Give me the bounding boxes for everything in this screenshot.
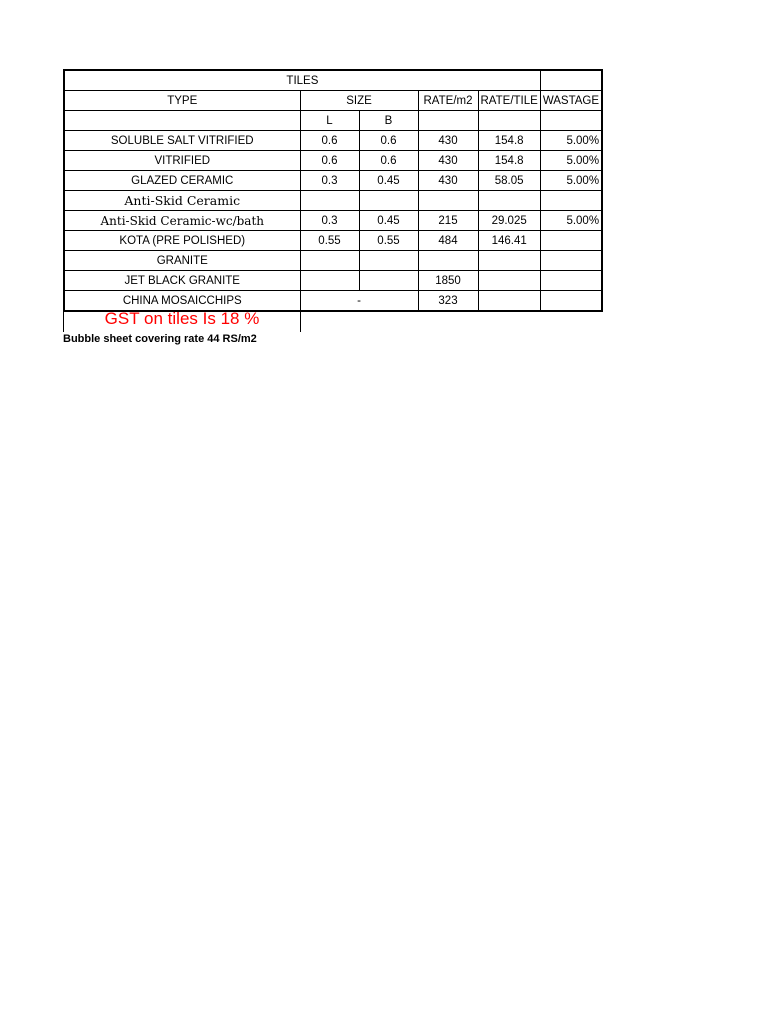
cell-type: SOLUBLE SALT VITRIFIED <box>64 131 300 151</box>
cell-type: VITRIFIED <box>64 151 300 171</box>
empty-cell <box>540 70 602 91</box>
cell-type: KOTA (PRE POLISHED) <box>64 231 300 251</box>
cell-rate-tile <box>478 191 540 211</box>
table-row <box>64 251 602 271</box>
cell-rate-tile: 146.41 <box>478 231 540 251</box>
cell-wastage <box>540 231 602 251</box>
cell-rate-m2: 430 <box>418 171 478 191</box>
cell-rate-tile: 29.025 <box>478 211 540 231</box>
cell-type: Anti-Skid Ceramic-wc/bath <box>64 211 300 231</box>
cell-length <box>300 191 359 211</box>
cell-rate-tile: 58.05 <box>478 171 540 191</box>
cell-type: GLAZED CERAMIC <box>64 171 300 191</box>
cell-rate-m2 <box>418 191 478 211</box>
cell-breadth: 0.6 <box>359 151 418 171</box>
tiles-rate-table <box>63 69 603 312</box>
header-rate-m2: RATE/m2 <box>418 91 478 111</box>
cell-length <box>300 271 359 291</box>
cell-wastage: 5.00% <box>540 211 602 231</box>
cell-type: GRANITE <box>64 251 300 271</box>
table-row <box>64 231 602 251</box>
cell-wastage: 5.00% <box>540 151 602 171</box>
table-row <box>64 271 602 291</box>
gst-note-cell <box>63 306 301 332</box>
cell-type: CHINA MOSAICCHIPS <box>64 291 300 312</box>
table-header-row <box>64 91 602 111</box>
cell-breadth <box>359 271 418 291</box>
cell-breadth: 0.55 <box>359 231 418 251</box>
cell-breadth <box>359 251 418 271</box>
header-size: SIZE <box>300 91 418 111</box>
cell-size-merged: - <box>300 291 418 312</box>
header-length: L <box>300 111 359 131</box>
empty-cell <box>540 111 602 131</box>
cell-breadth: 0.6 <box>359 131 418 151</box>
cell-rate-tile: 154.8 <box>478 131 540 151</box>
cell-wastage: 5.00% <box>540 171 602 191</box>
cell-length: 0.6 <box>300 131 359 151</box>
cell-wastage <box>540 271 602 291</box>
table-row <box>64 191 602 211</box>
cell-breadth <box>359 191 418 211</box>
cell-rate-m2: 430 <box>418 151 478 171</box>
cell-length: 0.3 <box>300 171 359 191</box>
cell-rate-m2: 430 <box>418 131 478 151</box>
bubble-sheet-note: Bubble sheet covering rate 44 RS/m2 <box>63 333 257 345</box>
cell-type: JET BLACK GRANITE <box>64 271 300 291</box>
cell-length: 0.3 <box>300 211 359 231</box>
cell-length: 0.6 <box>300 151 359 171</box>
cell-length <box>300 251 359 271</box>
header-type: TYPE <box>64 91 300 111</box>
gst-note: GST on tiles Is 18 % <box>104 309 260 328</box>
header-breadth: B <box>359 111 418 131</box>
cell-breadth: 0.45 <box>359 211 418 231</box>
cell-rate-m2: 484 <box>418 231 478 251</box>
table-row <box>64 171 602 191</box>
cell-wastage <box>540 251 602 271</box>
cell-wastage <box>540 291 602 312</box>
header-wastage: WASTAGE <box>540 91 602 111</box>
cell-wastage <box>540 191 602 211</box>
cell-rate-m2 <box>418 251 478 271</box>
table-row <box>64 211 602 231</box>
cell-rate-tile <box>478 251 540 271</box>
cell-length: 0.55 <box>300 231 359 251</box>
cell-type: Anti-Skid Ceramic <box>64 191 300 211</box>
table-row <box>64 151 602 171</box>
cell-breadth: 0.45 <box>359 171 418 191</box>
cell-wastage: 5.00% <box>540 131 602 151</box>
cell-rate-tile: 154.8 <box>478 151 540 171</box>
cell-rate-m2: 215 <box>418 211 478 231</box>
cell-rate-tile <box>478 271 540 291</box>
cell-rate-m2: 1850 <box>418 271 478 291</box>
empty-cell <box>64 111 300 131</box>
cell-rate-tile <box>478 291 540 312</box>
header-rate-tile: RATE/TILE <box>478 91 540 111</box>
empty-cell <box>478 111 540 131</box>
table-title-row <box>64 70 602 91</box>
empty-cell <box>418 111 478 131</box>
tiles-spreadsheet <box>63 69 603 312</box>
cell-rate-m2: 323 <box>418 291 478 312</box>
table-title: TILES <box>64 70 540 91</box>
table-subheader-row <box>64 111 602 131</box>
table-row <box>64 131 602 151</box>
